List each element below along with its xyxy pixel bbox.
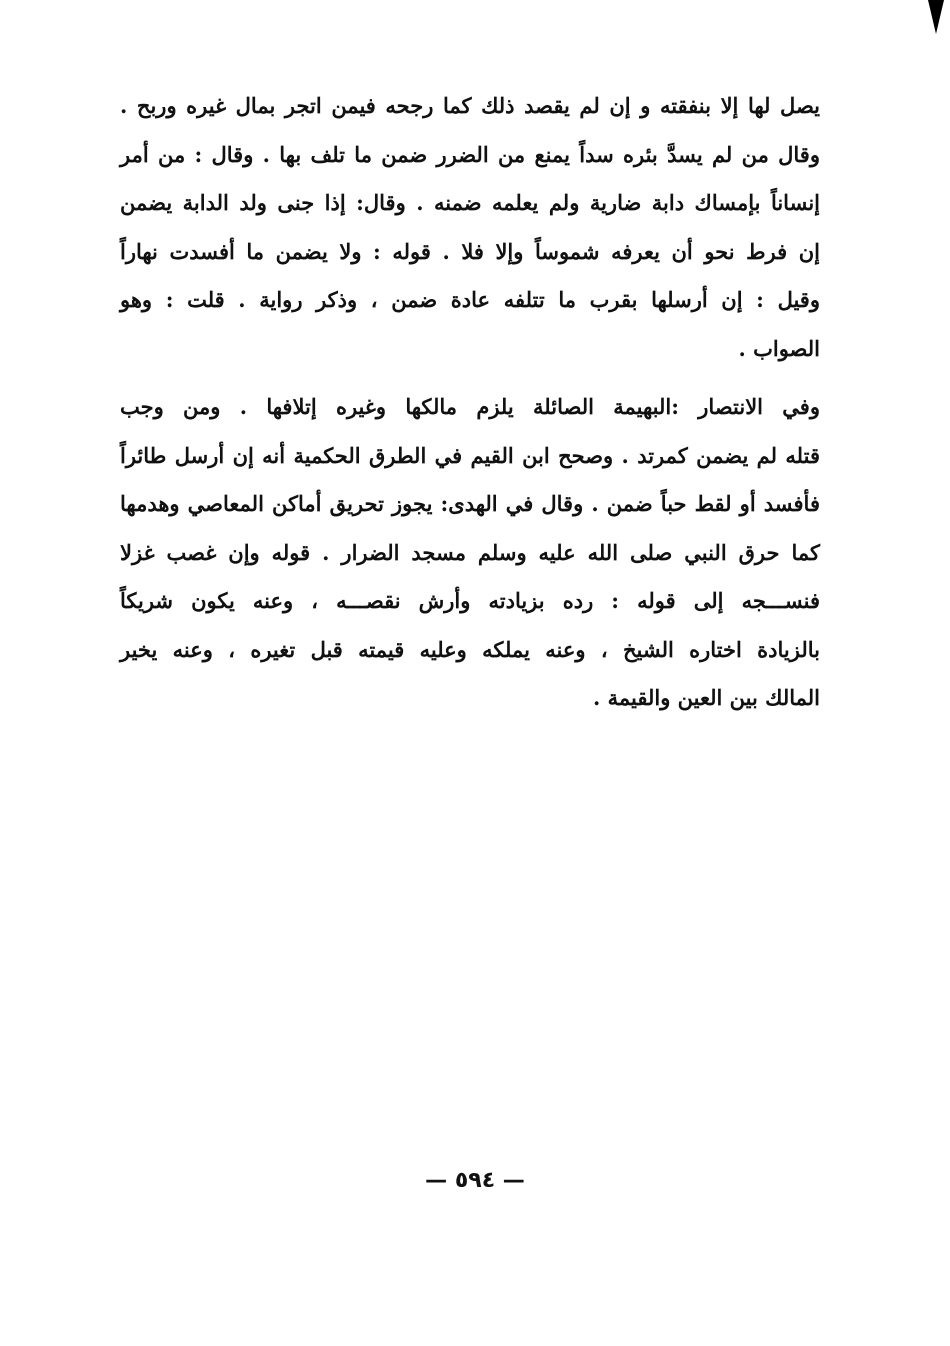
paragraph-1-line-2: وقال من لم يسدَّ بئره سداً يمنع من الضرر ضمن ما تلف بها . وقال : من أمر: [120, 141, 820, 167]
paragraph-2-line-1: وفي الانتصار :البهيمة الصائلة يلزم مالكها وغيره إتلافها . ومن وجب: [120, 394, 820, 419]
paragraph-1-line-6: الصواب .: [738, 335, 820, 361]
paragraph-2-line-6: بالزيادة اختاره الشيخ ، وعنه يملكه وعليه قيمته قبل تغيره ، وعنه يخير: [120, 636, 820, 662]
paragraph-1-line-4: إن فرط نحو أن يعرفه شموساً وإلا فلا . قوله : ولا يضمن ما أفسدت نهاراً: [120, 238, 820, 264]
page-number: — ٥٩٤ —: [425, 1168, 525, 1193]
paragraph-1-line-1: يصل لها إلا بنفقته و إن لم يقصد ذلك كما رجحه فيمن اتجر بمال غيره وربح .: [120, 93, 820, 118]
paragraph-1: [120, 82, 820, 373]
paragraph-1-line-5: وقيل : إن أرسلها بقرب ما تتلفه عادة ضمن ، وذكر رواية . قلت : وهو: [120, 287, 820, 312]
paragraph-2-line-5: فنســـجه إلى قوله : رده بزيادته وأرش نقصـــه ، وعنه يكون شريكاً: [120, 588, 820, 613]
paragraph-2-line-2: قتله لم يضمن كمرتد . وصحح ابن القيم في الطرق الحكمية أنه إن أرسل طائراً: [120, 442, 820, 468]
corner-triangle-mark: [928, 0, 944, 34]
paragraph-2: [120, 383, 820, 723]
paragraph-2-line-7: المالك بين العين والقيمة .: [592, 685, 820, 710]
paragraph-1-line-3: إنساناً بإمساك دابة ضارية ولم يعلمه ضمنه . وقال: إذا جنى ولد الدابة يضمن: [120, 190, 820, 215]
paragraph-2-line-4: كما حرق النبي صلى الله عليه وسلم مسجد الضرار . قوله وإن غصب غزلا: [120, 539, 820, 565]
paragraph-2-line-3: فأفسد أو لقط حباً ضمن . وقال في الهدى: يجوز تحريق أماكن المعاصي وهدمها: [120, 491, 820, 516]
